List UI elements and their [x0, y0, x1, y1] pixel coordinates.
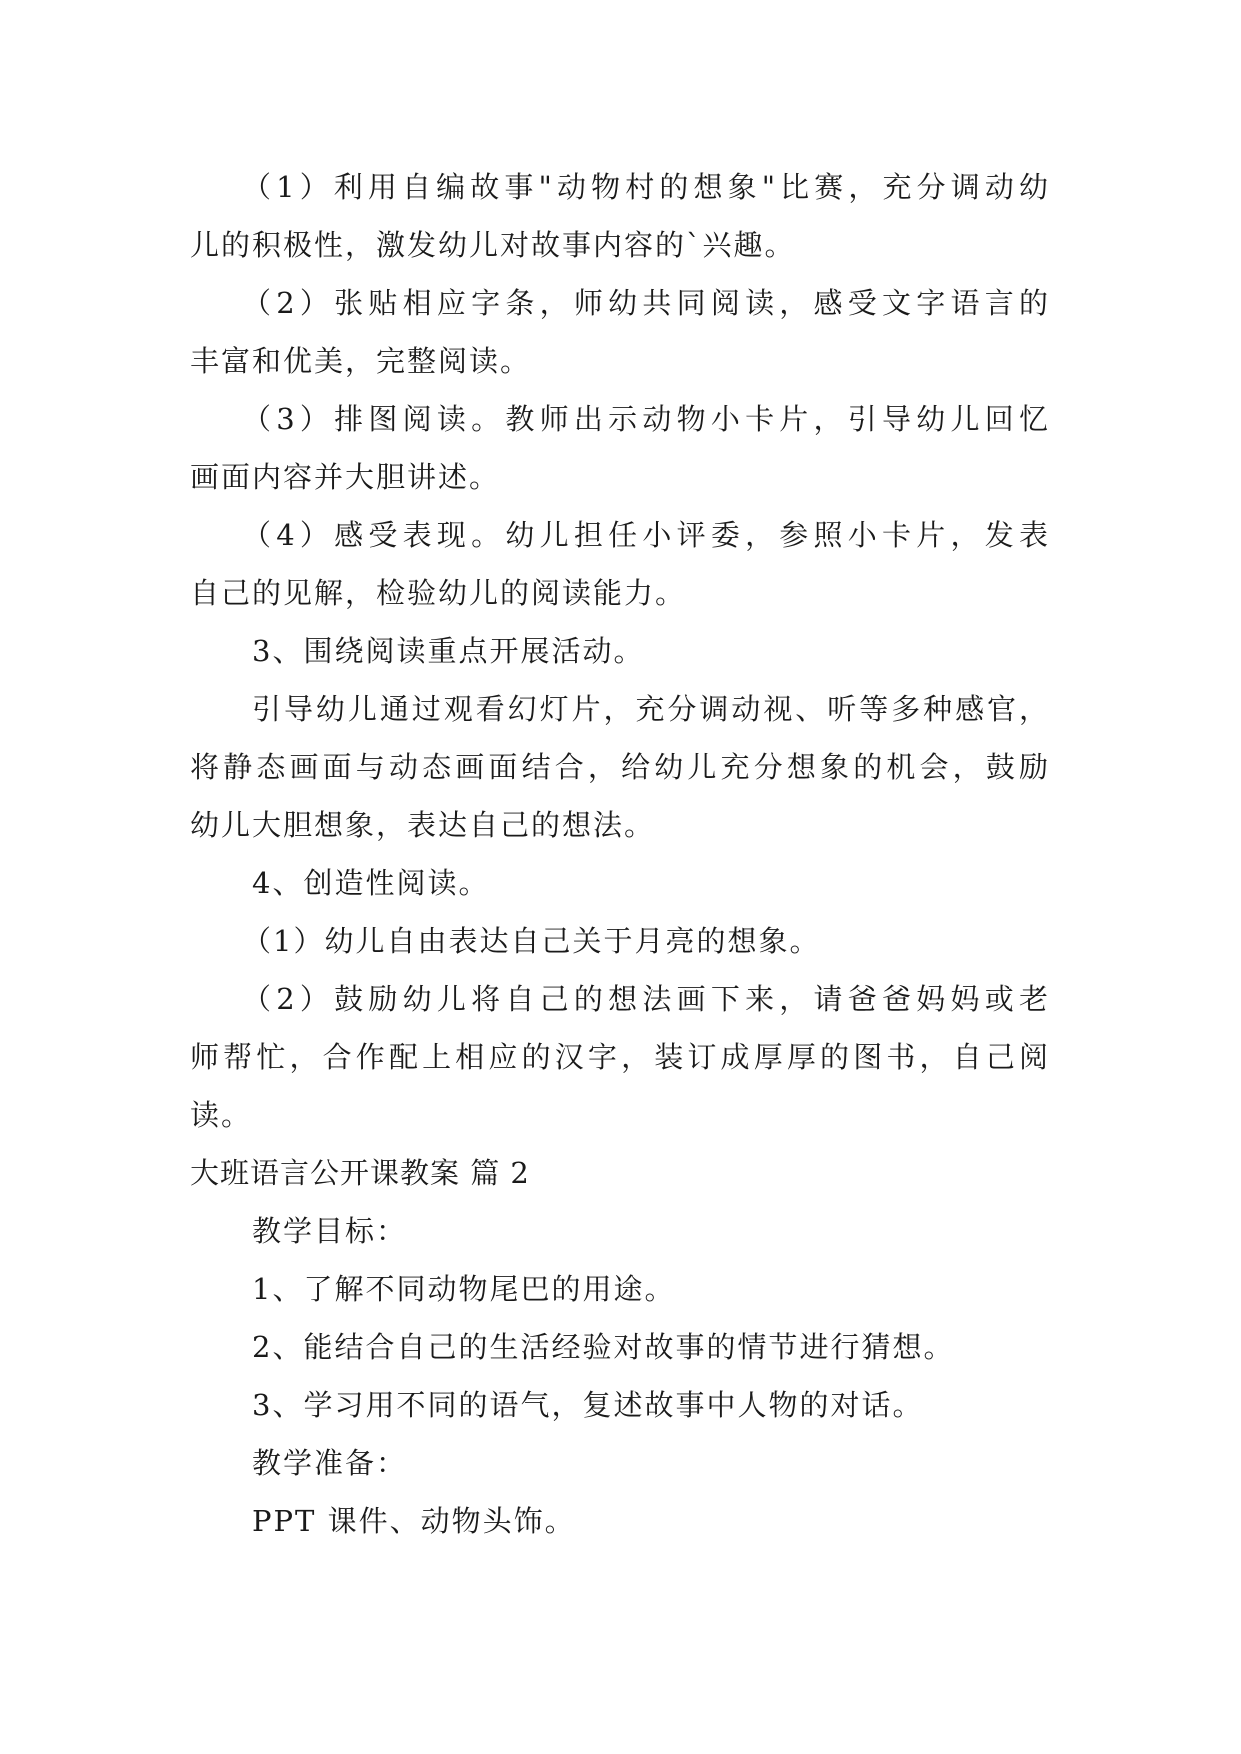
subheading: 教学准备： — [252, 1446, 408, 1480]
text-line: 将静态画面与动态画面结合，给幼儿充分想象的机会，鼓励 — [190, 750, 1050, 784]
text-line: 3、围绕阅读重点开展活动。 — [252, 634, 645, 668]
text-line: （2）张贴相应字条，师幼共同阅读，感受文字语言的 — [242, 286, 1050, 320]
text-line: 自己的见解，检验幼儿的阅读能力。 — [190, 576, 687, 610]
text-line: （3）排图阅读。教师出示动物小卡片，引导幼儿回忆 — [242, 402, 1050, 436]
text-line: （1）幼儿自由表达自己关于月亮的想象。 — [242, 924, 821, 958]
text-line: 丰富和优美，完整阅读。 — [190, 344, 532, 378]
text-line: （2）鼓励幼儿将自己的想法画下来，请爸爸妈妈或老 — [242, 982, 1050, 1016]
text-line: （1）利用自编故事"动物村的想象"比赛，充分调动幼 — [242, 170, 1050, 204]
text-line: 画面内容并大胆讲述。 — [190, 460, 501, 494]
subheading: 教学目标： — [252, 1214, 408, 1248]
text-line: （4）感受表现。幼儿担任小评委，参照小卡片，发表 — [242, 518, 1050, 552]
text-line: 幼儿大胆想象，表达自己的想法。 — [190, 808, 656, 842]
list-item: 3、学习用不同的语气，复述故事中人物的对话。 — [252, 1388, 924, 1422]
text-line: 读。 — [190, 1098, 253, 1132]
text-line: 师帮忙，合作配上相应的汉字，装订成厚厚的图书，自己阅 — [190, 1040, 1050, 1074]
section-heading: 大班语言公开课教案 篇 2 — [190, 1156, 530, 1190]
list-item: 1、了解不同动物尾巴的用途。 — [252, 1272, 676, 1306]
text-line: PPT 课件、动物头饰。 — [252, 1504, 576, 1538]
text-line: 引导幼儿通过观看幻灯片，充分调动视、听等多种感官， — [252, 692, 1050, 726]
list-item: 2、能结合自己的生活经验对故事的情节进行猜想。 — [252, 1330, 955, 1364]
document-body — [190, 158, 1050, 1550]
text-line: 4、创造性阅读。 — [252, 866, 490, 900]
text-line: 儿的积极性，激发幼儿对故事内容的`兴趣。 — [190, 228, 796, 262]
